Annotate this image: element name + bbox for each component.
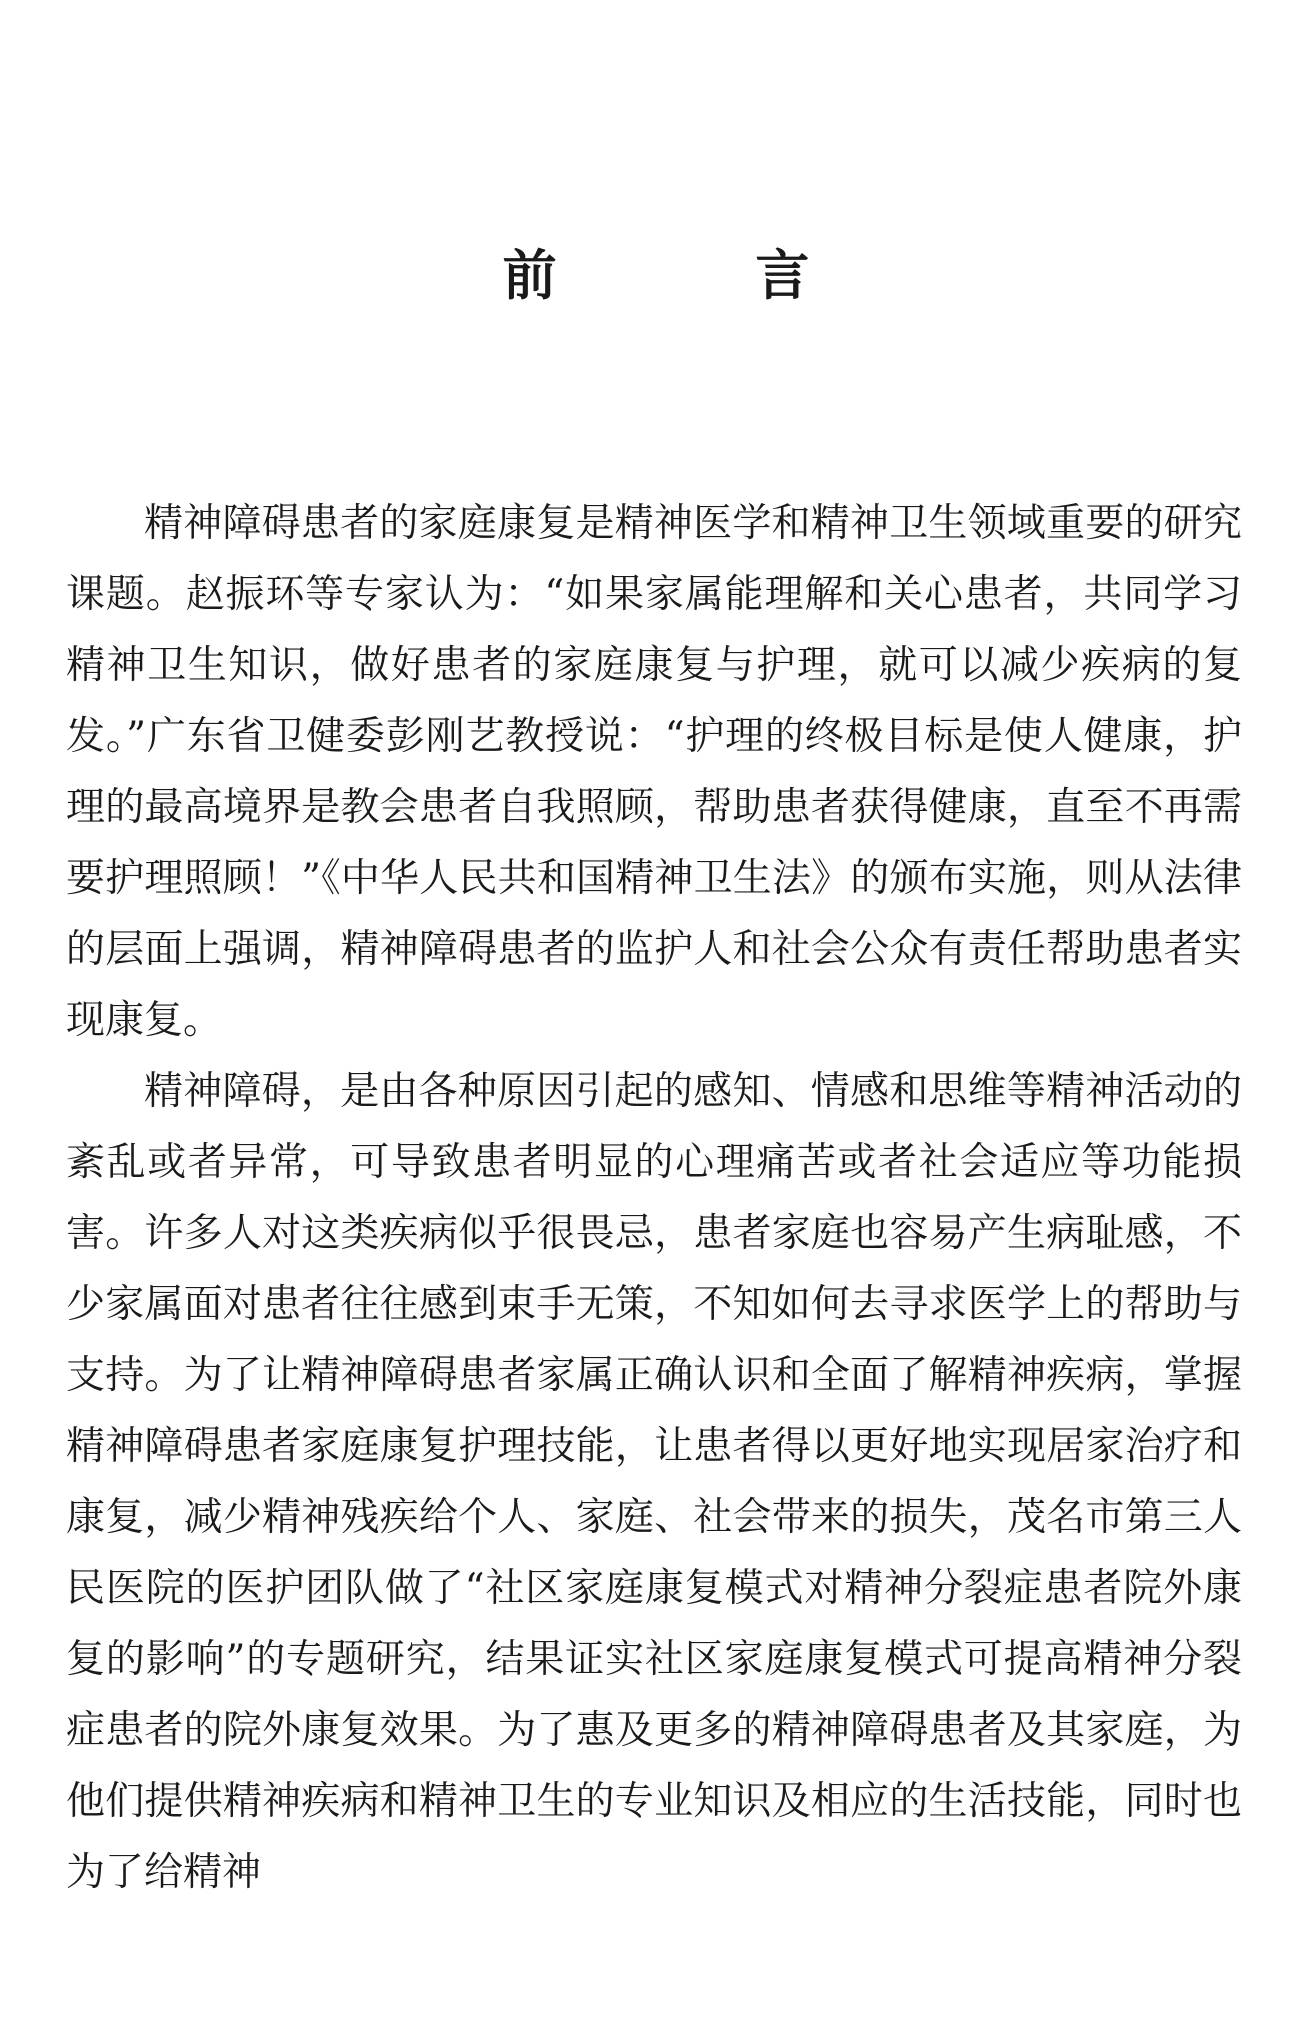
page-title: 前 言: [502, 243, 900, 307]
document-body: [66, 488, 1242, 1908]
paragraph-2: 精神障碍，是由各种原因引起的感知、情感和思维等精神活动的紊乱或者异常，可导致患者明显的心理痛苦或者社会适应等功能损害。许多人对这类疾病似乎很畏忌，患者家庭也容易产生病耻感，不少家属面对患者往往感到束手无策，不知如何去寻求医学上的帮助与支持。为了让精神障碍患者家属正确认识和全面了解精神疾病，掌握精神障碍患者家庭康复护理技能，让患者得以更好地实现居家治疗和康复，减少精神残疾给个人、家庭、社会带来的损失，茂名市第三人民医院的医护团队做了“社区家庭康复模式对精神分裂症患者院外康复的影响”的专题研究，结果证实社区家庭康复模式可提高精神分裂症患者的院外康复效果。为了惠及更多的精神障碍患者及其家庭，为他们提供精神疾病和精神卫生的专业知识及相应的生活技能，同时也为了给精神: [66, 1069, 1242, 1895]
paragraph-1: 精神障碍患者的家庭康复是精神医学和精神卫生领域重要的研究课题。赵振环等专家认为：“如果家属能理解和关心患者，共同学习精神卫生知识，做好患者的家庭康复与护理，就可以减少疾病的复发。”广东省卫健委彭刚艺教授说：“护理的终极目标是使人健康，护理的最高境界是教会患者自我照顾，帮助患者获得健康，直至不再需要护理照顾！”《中华人民共和国精神卫生法》的颁布实施，则从法律的层面上强调，精神障碍患者的监护人和社会公众有责任帮助患者实现康复。: [66, 501, 1242, 1043]
